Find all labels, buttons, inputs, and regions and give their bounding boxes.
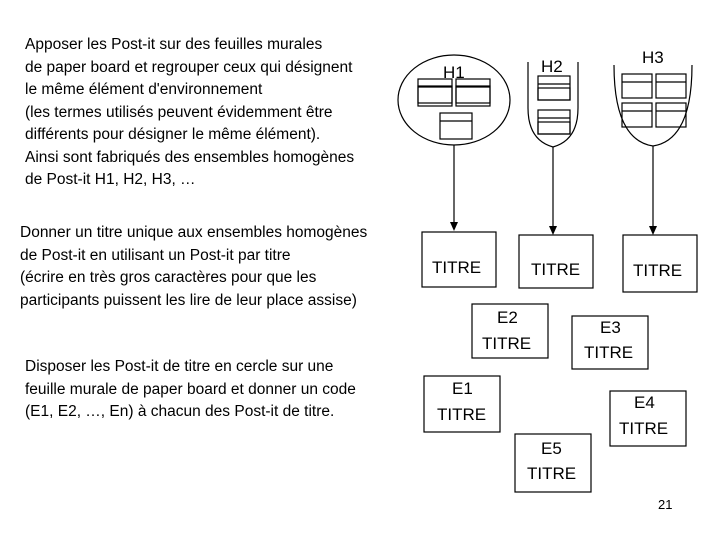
post-it (622, 74, 652, 98)
circle-post-it-e3-title: TITRE (584, 343, 634, 362)
group-h1-label: H1 (443, 63, 465, 82)
text-line: (les termes utilisés peuvent évidemment être (25, 103, 333, 121)
group-h2-label: H2 (541, 57, 563, 76)
post-it (656, 74, 686, 98)
title-post-it-3-text: TITRE (633, 261, 683, 280)
circle-post-it-e1-code: E1 (452, 379, 473, 398)
post-it (622, 103, 652, 127)
text-line: Apposer les Post-it sur des feuilles murales (25, 36, 323, 53)
group-h3-label: H3 (642, 48, 664, 67)
circle-post-it-e1-title: TITRE (437, 405, 487, 424)
circle-post-it-e4-title: TITRE (619, 419, 669, 438)
group-h2-notes (538, 76, 570, 134)
circle-post-it-e5-title: TITRE (527, 464, 577, 483)
post-it (418, 79, 452, 103)
circle-post-it-e2-code: E2 (497, 308, 518, 327)
arrowhead (450, 222, 458, 231)
text-line: feuille murale de paper board et donner un code (25, 380, 356, 398)
text-line: Ainsi sont fabriqués des ensembles homogènes (25, 148, 355, 166)
post-it (538, 122, 570, 134)
text-line: (écrire en très gros caractères pour que les (20, 269, 317, 286)
arrowhead (549, 226, 557, 235)
text-line: de Post-it en utilisant un Post-it par titre (20, 246, 291, 264)
post-it (440, 113, 472, 139)
arrowhead (649, 226, 657, 235)
text-line: le même élément d'environnement (25, 81, 263, 98)
text-line: Donner un titre unique aux ensembles homogènes (20, 224, 368, 241)
post-it (456, 79, 490, 103)
text-line: (E1, E2, …, En) à chacun des Post-it de titre. (25, 403, 335, 420)
circle-post-it-e3-code: E3 (600, 318, 621, 337)
group-h3-outline (614, 65, 692, 146)
post-it (538, 88, 570, 100)
text-line: de Post-it H1, H2, H3, … (25, 171, 196, 188)
text-line: participants puissent les lire de leur place assise) (20, 291, 357, 309)
text-line: différents pour désigner le même élément). (25, 126, 321, 143)
circle-post-it-e2-title: TITRE (482, 334, 532, 353)
group-h1-notes (418, 79, 490, 139)
title-post-it-1-text: TITRE (432, 258, 482, 277)
title-post-it-2-text: TITRE (531, 260, 581, 279)
text-line: Disposer les Post-it de titre en cercle sur une (25, 358, 334, 375)
page-number: 21 (658, 497, 673, 512)
circle-post-it-e4-code: E4 (634, 393, 655, 412)
circle-post-it-e5-code: E5 (541, 439, 562, 458)
group-h3-notes (622, 74, 686, 127)
text-line: de paper board et regrouper ceux qui désignent (25, 58, 353, 76)
